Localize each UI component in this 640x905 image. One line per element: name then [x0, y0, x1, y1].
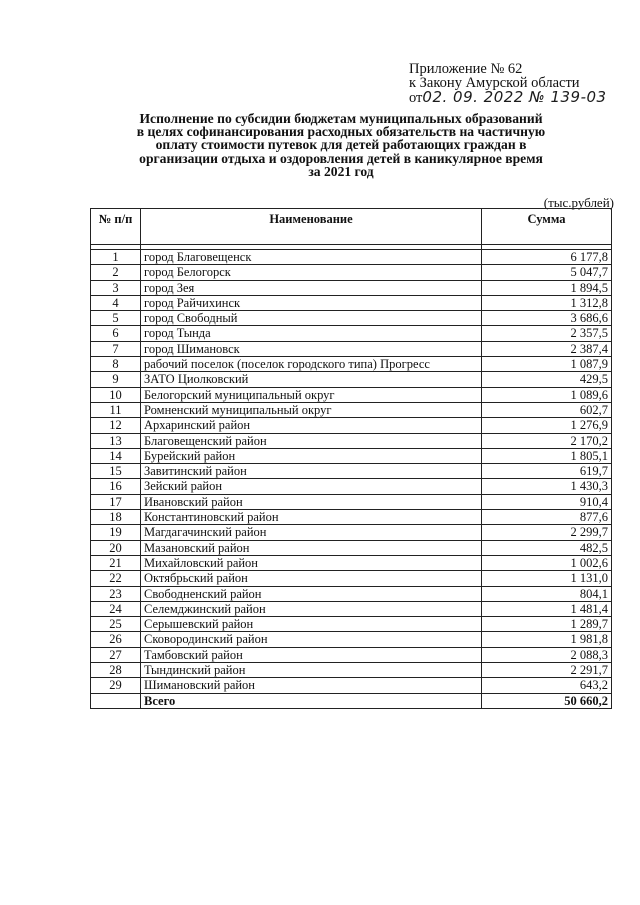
title-line: в целях софинансирования расходных обязательств на частичную	[136, 124, 546, 140]
units-label: (тыс.рублей)	[543, 195, 614, 210]
title-line: за 2021 год	[308, 163, 374, 179]
table-header-row	[91, 209, 612, 245]
row-sum: 1 312,8	[482, 295, 612, 310]
row-number: 28	[91, 663, 141, 678]
row-sum: 482,5	[482, 540, 612, 555]
row-sum: 804,1	[482, 586, 612, 601]
row-sum: 1 276,9	[482, 418, 612, 433]
title-line: оплату стоимости путевок для детей работающих граждан в	[155, 137, 527, 153]
table-row	[91, 571, 612, 586]
row-sum: 1 002,6	[482, 555, 612, 570]
row-name: Магдагачинский район	[141, 525, 482, 540]
row-name: город Зея	[141, 280, 482, 295]
table-row	[91, 250, 612, 265]
row-sum: 1 087,9	[482, 357, 612, 372]
row-sum: 1 981,8	[482, 632, 612, 647]
table-row	[91, 601, 612, 616]
total-label: Всего	[141, 693, 482, 708]
row-number: 27	[91, 647, 141, 662]
table-row	[91, 311, 612, 326]
row-sum: 1 805,1	[482, 448, 612, 463]
title-line: Исполнение по субсидии бюджетам муниципальных образований	[139, 111, 543, 126]
row-sum: 2 387,4	[482, 341, 612, 356]
row-number: 18	[91, 510, 141, 525]
table-row	[91, 540, 612, 555]
row-name: город Белогорск	[141, 265, 482, 280]
row-number: 12	[91, 418, 141, 433]
row-number: 25	[91, 617, 141, 632]
row-sum: 643,2	[482, 678, 612, 693]
row-name: Зейский район	[141, 479, 482, 494]
row-sum: 1 481,4	[482, 601, 612, 616]
table-row	[91, 464, 612, 479]
row-number: 6	[91, 326, 141, 341]
row-name: Ромненский муниципальный округ	[141, 402, 482, 417]
row-name: Шимановский район	[141, 678, 482, 693]
row-number: 14	[91, 448, 141, 463]
row-name: город Благовещенск	[141, 250, 482, 265]
table-row	[91, 280, 612, 295]
row-number: 26	[91, 632, 141, 647]
row-number: 16	[91, 479, 141, 494]
row-sum: 2 291,7	[482, 663, 612, 678]
row-name: Тамбовский район	[141, 647, 482, 662]
table-row	[91, 555, 612, 570]
row-name: Ивановский район	[141, 494, 482, 509]
row-number: 11	[91, 402, 141, 417]
row-number: 22	[91, 571, 141, 586]
table-row	[91, 647, 612, 662]
row-name: город Райчихинск	[141, 295, 482, 310]
row-number: 13	[91, 433, 141, 448]
table-row	[91, 295, 612, 310]
row-name: город Шимановск	[141, 341, 482, 356]
row-name: Сковородинский район	[141, 632, 482, 647]
appendix-header	[409, 62, 631, 105]
table-row	[91, 448, 612, 463]
row-number: 5	[91, 311, 141, 326]
row-number: 10	[91, 387, 141, 402]
row-sum: 2 088,3	[482, 647, 612, 662]
row-name: Белогорский муниципальный округ	[141, 387, 482, 402]
row-number: 24	[91, 601, 141, 616]
row-sum: 1 430,3	[482, 479, 612, 494]
row-number: 17	[91, 494, 141, 509]
row-number: 1	[91, 250, 141, 265]
row-sum: 1 289,7	[482, 617, 612, 632]
table-row	[91, 678, 612, 693]
row-name: Мазановский район	[141, 540, 482, 555]
total-row	[91, 693, 612, 708]
table-row	[91, 418, 612, 433]
row-number: 3	[91, 280, 141, 295]
row-name: Константиновский район	[141, 510, 482, 525]
row-sum: 2 170,2	[482, 433, 612, 448]
row-sum: 619,7	[482, 464, 612, 479]
row-sum: 602,7	[482, 402, 612, 417]
header-name: Наименование	[141, 209, 482, 245]
appendix-date-line	[409, 90, 631, 105]
header-number: № п/п	[91, 209, 141, 245]
row-number: 23	[91, 586, 141, 601]
table-row	[91, 402, 612, 417]
table-row	[91, 525, 612, 540]
row-number: 19	[91, 525, 141, 540]
row-number: 21	[91, 555, 141, 570]
row-name: Михайловский район	[141, 555, 482, 570]
row-number: 9	[91, 372, 141, 387]
table-row	[91, 265, 612, 280]
row-sum: 429,5	[482, 372, 612, 387]
row-number: 2	[91, 265, 141, 280]
subsidy-table	[90, 208, 612, 709]
row-number: 20	[91, 540, 141, 555]
row-sum: 1 894,5	[482, 280, 612, 295]
row-sum: 1 131,0	[482, 571, 612, 586]
row-name: Октябрьский район	[141, 571, 482, 586]
row-name: Архаринский район	[141, 418, 482, 433]
header-sum: Сумма	[482, 209, 612, 245]
row-name: Селемджинский район	[141, 601, 482, 616]
row-name: Серышевский район	[141, 617, 482, 632]
row-sum: 2 357,5	[482, 326, 612, 341]
table-row	[91, 357, 612, 372]
table-row	[91, 663, 612, 678]
appendix-law-ref: к Закону Амурской области	[409, 75, 580, 91]
row-name: Благовещенский район	[141, 433, 482, 448]
row-sum: 1 089,6	[482, 387, 612, 402]
row-sum: 910,4	[482, 494, 612, 509]
row-name: рабочий поселок (поселок городского типа) Прогресс	[141, 357, 482, 372]
row-number: 4	[91, 295, 141, 310]
row-number: 15	[91, 464, 141, 479]
table-row	[91, 387, 612, 402]
title-line: организации отдыха и оздоровления детей в каникулярное время	[139, 150, 543, 166]
table-body	[91, 245, 612, 709]
row-number: 8	[91, 357, 141, 372]
row-name: Завитинский район	[141, 464, 482, 479]
total-number	[91, 693, 141, 708]
row-name: Бурейский район	[141, 448, 482, 463]
table-row	[91, 617, 612, 632]
row-sum: 5 047,7	[482, 265, 612, 280]
table-row	[91, 326, 612, 341]
appendix-date-prefix: от	[409, 90, 423, 106]
row-name: город Тында	[141, 326, 482, 341]
table-row	[91, 433, 612, 448]
row-sum: 2 299,7	[482, 525, 612, 540]
row-name: город Свободный	[141, 311, 482, 326]
total-sum: 50 660,2	[482, 693, 612, 708]
row-name: ЗАТО Циолковский	[141, 372, 482, 387]
table-row	[91, 341, 612, 356]
document-title	[96, 112, 586, 178]
table-row	[91, 586, 612, 601]
row-number: 29	[91, 678, 141, 693]
row-sum: 3 686,6	[482, 311, 612, 326]
handwritten-date-number: 02. 09. 2022 № 139-03	[422, 88, 607, 106]
row-sum: 6 177,8	[482, 250, 612, 265]
table-row	[91, 494, 612, 509]
row-name: Свободненский район	[141, 586, 482, 601]
table-row	[91, 510, 612, 525]
row-sum: 877,6	[482, 510, 612, 525]
table-row	[91, 372, 612, 387]
row-number: 7	[91, 341, 141, 356]
table-row	[91, 632, 612, 647]
appendix-number: Приложение № 62	[409, 61, 523, 77]
table-row	[91, 479, 612, 494]
row-name: Тындинский район	[141, 663, 482, 678]
